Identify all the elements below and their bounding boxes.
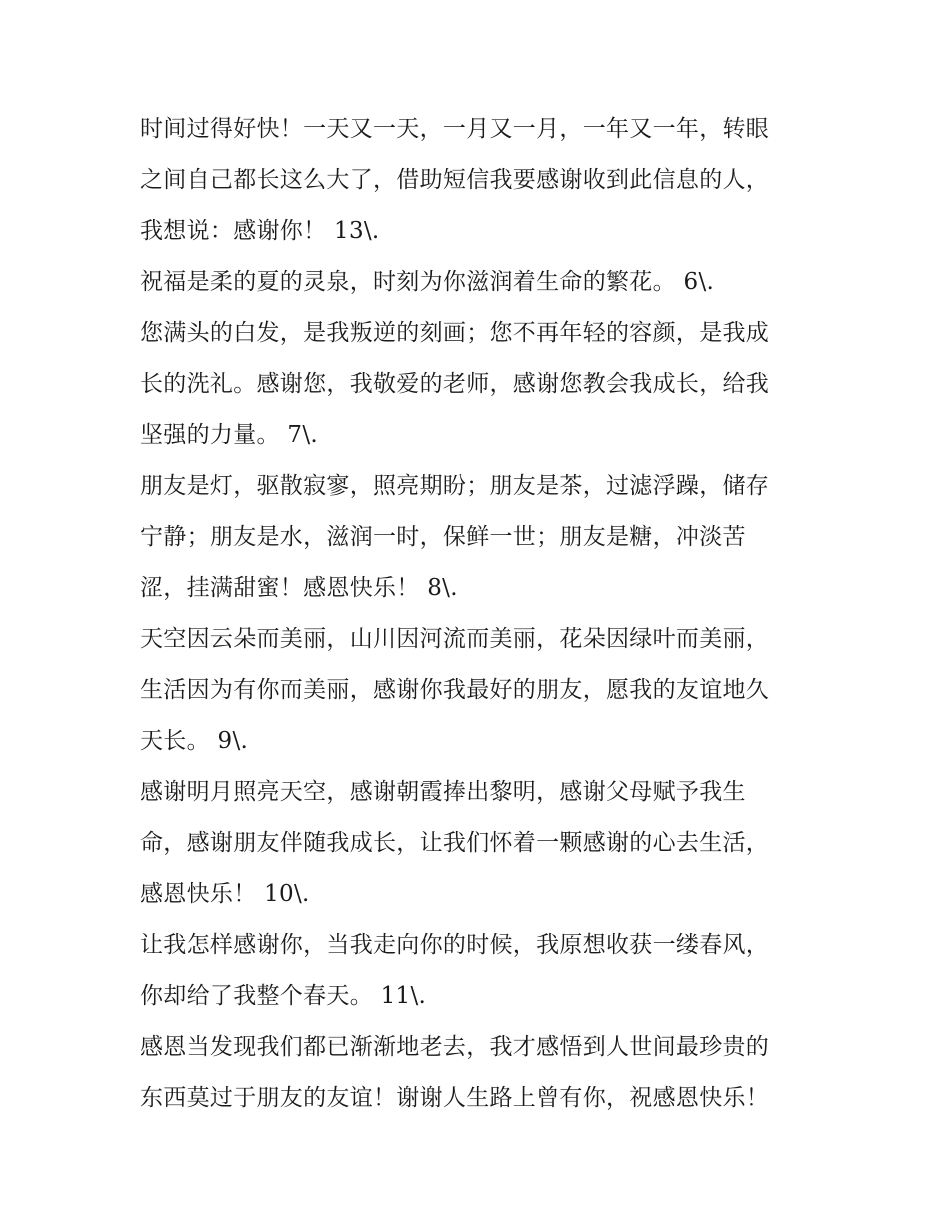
text-line: 你却给了我整个春天。 11\. bbox=[140, 983, 427, 1009]
text-line: 东西莫过于朋友的友谊！谢谢人生路上曾有你，祝感恩快乐！ bbox=[140, 1085, 770, 1111]
paragraph-friendship bbox=[140, 1022, 820, 1124]
text-line: 感恩当发现我们都已渐渐地老去，我才感悟到人世间最珍贵的 bbox=[140, 1034, 770, 1060]
text-line: 命，感谢朋友伴随我成长，让我们怀着一颗感谢的心去生活， bbox=[140, 830, 770, 856]
text-line: 时间过得好快！一天又一天，一月又一月，一年又一年，转眼 bbox=[140, 116, 770, 142]
paragraph-teacher bbox=[140, 308, 820, 461]
text-line: 宁静；朋友是水，滋润一时，保鲜一世；朋友是糖，冲淡苦 bbox=[140, 524, 746, 550]
paragraph-blessing bbox=[140, 257, 820, 308]
document-body bbox=[140, 104, 820, 1124]
text-line: 感恩快乐！ 10\. bbox=[140, 881, 310, 907]
paragraph-gratitude bbox=[140, 767, 820, 920]
text-line: 感谢明月照亮天空，感谢朝霞捧出黎明，感谢父母赋予我生 bbox=[140, 779, 746, 805]
text-line: 长的洗礼。感谢您，我敬爱的老师，感谢您教会我成长，给我 bbox=[140, 371, 770, 397]
text-line: 坚强的力量。 7\. bbox=[140, 422, 319, 448]
text-line: 之间自己都长这么大了，借助短信我要感谢收到此信息的人， bbox=[140, 167, 770, 193]
text-line: 我想说：感谢你！ 13\. bbox=[140, 218, 380, 244]
text-line: 生活因为有你而美丽，感谢你我最好的朋友，愿我的友谊地久 bbox=[140, 677, 770, 703]
text-line: 涩，挂满甜蜜！感恩快乐！ 8\. bbox=[140, 575, 458, 601]
text-line: 祝福是柔的夏的灵泉，时刻为你滋润着生命的繁花。 6\. bbox=[140, 269, 715, 295]
text-line: 您满头的白发，是我叛逆的刻画；您不再年轻的容颜，是我成 bbox=[140, 320, 770, 346]
paragraph-beauty bbox=[140, 614, 820, 767]
paragraph-friends bbox=[140, 461, 820, 614]
paragraph-thanks-time bbox=[140, 104, 820, 257]
text-line: 朋友是灯，驱散寂寥，照亮期盼；朋友是茶，过滤浮躁，储存 bbox=[140, 473, 770, 499]
text-line: 让我怎样感谢你，当我走向你的时候，我原想收获一缕春风， bbox=[140, 932, 770, 958]
text-line: 天长。 9\. bbox=[140, 728, 249, 754]
paragraph-spring bbox=[140, 920, 820, 1022]
text-line: 天空因云朵而美丽，山川因河流而美丽，花朵因绿叶而美丽， bbox=[140, 626, 770, 652]
